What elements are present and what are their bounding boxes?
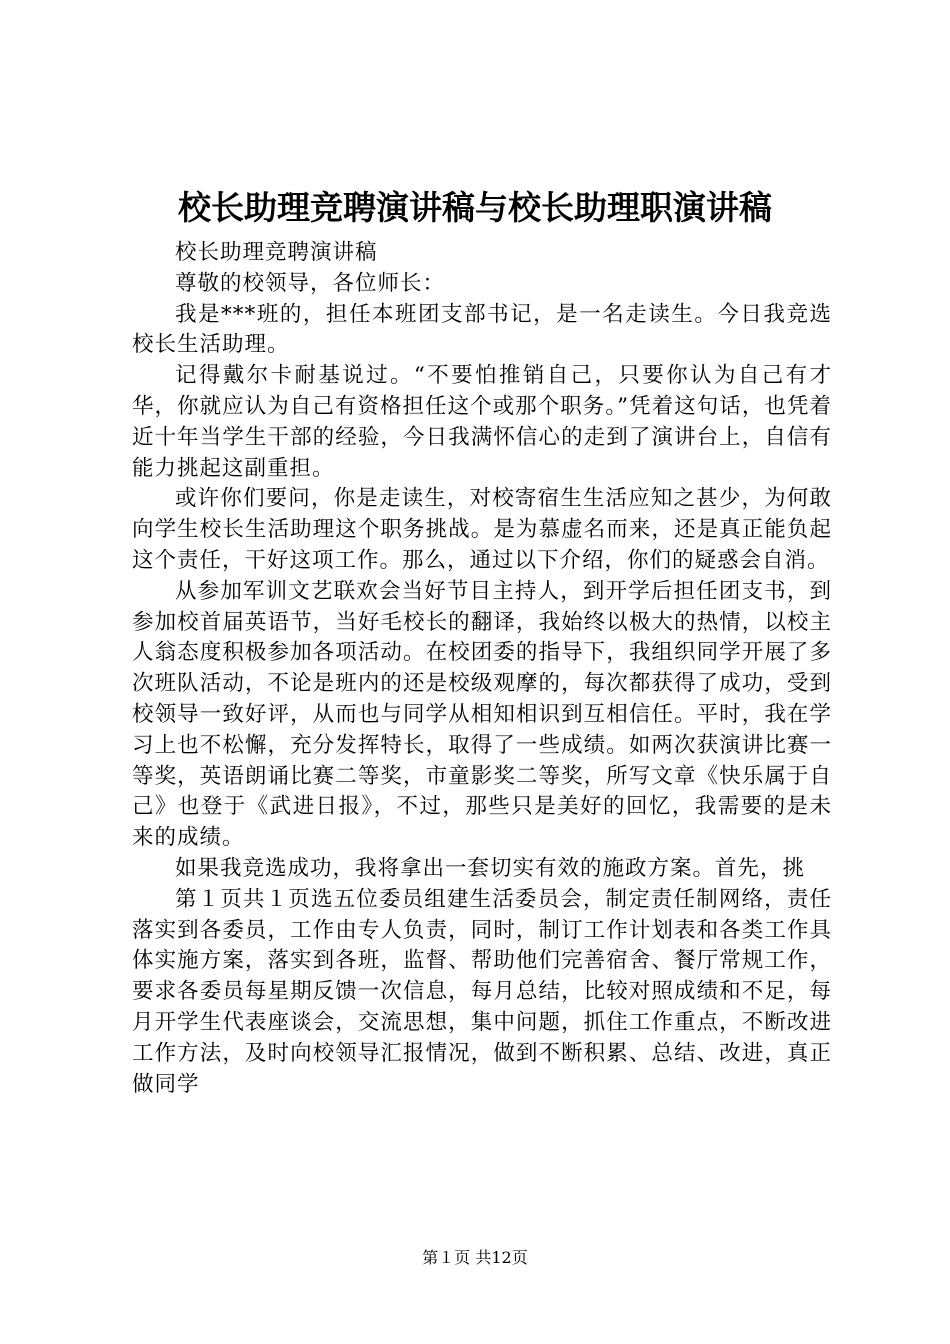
paragraph: 从参加军训文艺联欢会当好节目主持人，到开学后担任团支书，到参加校首届英语节，当好毛校长的翻译，我始终以极大的热情，以校主人翁态度积极参加各项活动。在校团委的指导下，我组织同学开展了多次班队活动，不论是班内的还是校级观摩的，每次都获得了成功，受到校领导一致好评，从而也与同学从相知相识到互相信任。平时，我在学习上也不松懈，充分发挥特长，取得了一些成绩。如两次获演讲比赛一等奖，英语朗诵比赛二等奖，市童影奖二等奖，所写文章《快乐属于自己》也登于《武进日报》，不过，那些只是美好的回忆，我需要的是未来的成绩。 <box>132 578 832 851</box>
page-footer: 第１页 共12页 <box>422 1248 528 1267</box>
document-body <box>132 238 832 1100</box>
paragraph: 我是***班的，担任本班团支部书记，是一名走读生。今日我竞选校长生活助理。 <box>132 301 832 358</box>
paragraph: 记得戴尔卡耐基说过。“不要怕推销自己，只要你认为自己有才华，你就应认为自己有资格担任这个或那个职务。”凭着这句话，也凭着近十年当学生干部的经验，今日我满怀信心的走到了演讲台上，自信有能力挑起这副重担。 <box>132 363 832 481</box>
paragraph: 如果我竞选成功，我将拿出一套切实有效的施政方案。首先，挑 <box>175 855 806 881</box>
paragraph-subtitle: 校长助理竞聘演讲稿 <box>175 240 378 265</box>
paragraph-salutation: 尊敬的校领导，各位师长： <box>175 270 446 296</box>
paragraph: 第１页共１页选五位委员组建生活委员会，制定责任制网络，责任落实到各委员，工作由专人负责，同时，制订工作计划表和各类工作具体实施方案，落实到各班，监督、帮助他们完善宿舍、餐厅常规工作，要求各委员每星期反馈一次信息，每月总结，比较对照成绩和不足，每月开学生代表座谈会，交流思想，集中问题，抓住工作重点，不断改进工作方法，及时向校领导汇报情况，做到不断积累、总结、改进，真正做同学 <box>132 886 832 1097</box>
document-title: 校长助理竞聘演讲稿与校长助理职演讲稿 <box>178 188 772 227</box>
paragraph: 或许你们要问，你是走读生，对校寄宿生生活应知之甚少，为何敢向学生校长生活助理这个职务挑战。是为慕虚名而来，还是真正能负起这个责任，干好这项工作。那么，通过以下介绍，你们的疑惑会自消。 <box>132 486 832 573</box>
